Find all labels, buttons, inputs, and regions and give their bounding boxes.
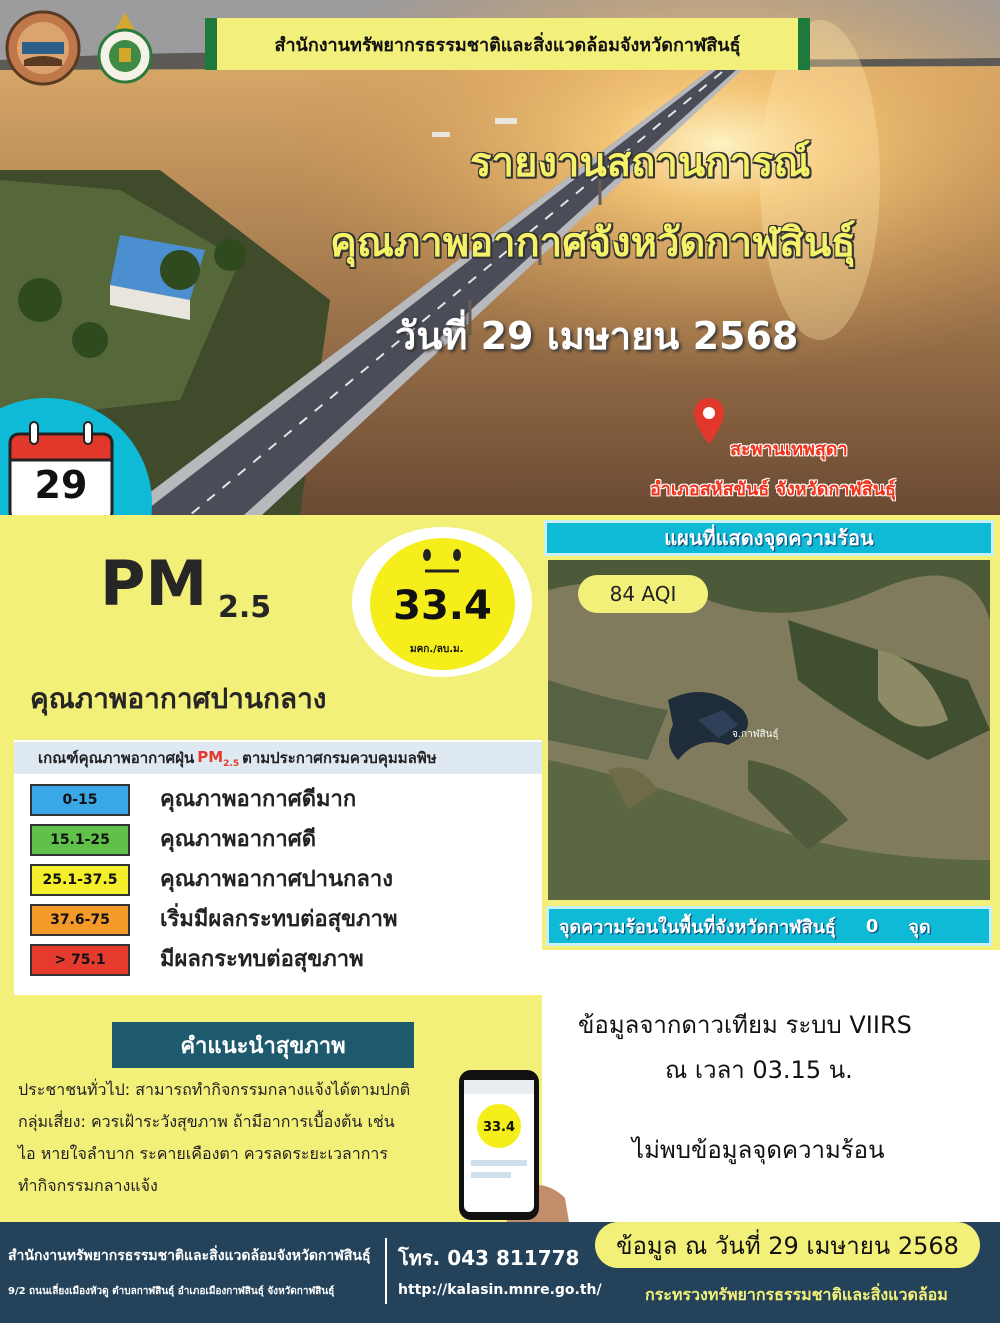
advice-line: ไอ หายใจลำบาก ระคายเคืองตา ควรลดระยะเวลาการ <box>18 1144 388 1163</box>
criteria-range-badge: 37.6-75 <box>30 904 130 936</box>
report-title-line1: รายงานสถานการณ์ <box>470 140 811 186</box>
pm-unit: มคก./ลบ.ม. <box>410 644 464 655</box>
pm-quality-level: คุณภาพอากาศปานกลาง <box>30 682 327 715</box>
criteria-row <box>30 824 530 860</box>
criteria-row <box>30 864 530 900</box>
location-pin-icon <box>692 396 726 446</box>
pm-subscript: 2.5 <box>218 590 272 625</box>
pm-value: 33.4 <box>393 583 492 629</box>
hotspot-label: จุดความร้อนในพื้นที่จังหวัดกาฬสินธุ์ <box>559 916 836 938</box>
location-district: อำเภอสหัสขันธ์ จังหวัดกาฬสินธุ์ <box>650 479 897 500</box>
hotspot-unit: จุด <box>908 916 931 938</box>
smartphone-in-hand-icon <box>445 1068 575 1228</box>
satellite-time: ณ เวลา 03.15 น. <box>665 1056 853 1084</box>
hotspot-map-heading: แผนที่แสดงจุดความร้อน <box>544 520 994 556</box>
ministry-emblem-logo <box>86 8 164 88</box>
footer-address: 9/2 ถนนเลี่ยงเมืองหัวดู ตำบลกาฬสินธุ์ อำเภอเมืองกาฬสินธุ์ จังหวัดกาฬสินธุ์ <box>8 1286 335 1297</box>
criteria-heading <box>14 742 542 774</box>
hotspot-status: ไม่พบข้อมูลจุดความร้อน <box>632 1136 885 1164</box>
face-eyes-icon <box>417 548 467 574</box>
report-title-line2: คุณภาพอากาศจังหวัดกาฬสินธุ์ <box>330 220 856 266</box>
provincial-seal-logo <box>4 8 82 88</box>
criteria-level-text: คุณภาพอากาศปานกลาง <box>160 867 393 892</box>
health-advice-heading: คำแนะนำสุขภาพ <box>112 1022 414 1068</box>
criteria-heading-text: เกณฑ์คุณภาพอากาศฝุ่น <box>38 749 195 767</box>
agency-banner: สำนักงานทรัพยากรธรรมชาติและสิ่งแวดล้อมจังหวัดกาฬสินธุ์ <box>205 18 810 70</box>
footer-website-link[interactable]: http://kalasin.mnre.go.th/ <box>398 1282 602 1298</box>
hotspot-count-bar <box>546 906 992 946</box>
criteria-level-text: มีผลกระทบต่อสุขภาพ <box>160 947 364 972</box>
pm-label: PM <box>100 547 208 620</box>
criteria-range-badge: 15.1-25 <box>30 824 130 856</box>
criteria-level-text: คุณภาพอากาศดีมาก <box>160 787 357 812</box>
satellite-source: ข้อมูลจากดาวเทียม ระบบ VIIRS <box>578 1011 912 1039</box>
footer-phone: โทร. 043 811778 <box>398 1246 580 1270</box>
criteria-heading-source: ตามประกาศกรมควบคุมมลพิษ <box>242 749 437 767</box>
advice-line: กลุ่มเสี่ยง: ควรเฝ้าระวังสุขภาพ ถ้ามีอาการเบื้องต้น เช่น <box>18 1112 395 1131</box>
criteria-range-badge: 25.1-37.5 <box>30 864 130 896</box>
criteria-row <box>30 904 530 940</box>
map-place-label: จ.กาฬสินธุ์ <box>732 729 779 740</box>
criteria-level-text: เริ่มมีผลกระทบต่อสุขภาพ <box>160 907 398 932</box>
footer-ministry: กระทรวงทรัพยากรธรรมชาติและสิ่งแวดล้อม <box>645 1285 948 1304</box>
criteria-range-badge: > 75.1 <box>30 944 130 976</box>
criteria-heading-pm: $PM_{2.5}$ <box>197 747 240 769</box>
footer-office-name: สำนักงานทรัพยากรธรรมชาติและสิ่งแวดล้อมจังหวัดกาฬสินธุ์ <box>8 1248 371 1264</box>
criteria-row <box>30 784 530 820</box>
footer-divider <box>385 1238 387 1304</box>
criteria-level-text: คุณภาพอากาศดี <box>160 827 316 852</box>
calendar-day: 29 <box>34 463 88 507</box>
advice-line: ประชาชนทั่วไป: สามารถทำกิจกรรมกลางแจ้งได้ตามปกติ <box>18 1080 411 1099</box>
advice-line: ทำกิจกรรมกลางแจ้ง <box>18 1176 158 1195</box>
report-date: วันที่ 29 เมษายน 2568 <box>395 314 799 358</box>
criteria-range-badge: 0-15 <box>30 784 130 816</box>
phone-pm-value: 33.4 <box>482 1120 516 1135</box>
data-date-badge: ข้อมูล ณ วันที่ 29 เมษายน 2568 <box>595 1222 980 1268</box>
hotspot-count: 0 <box>865 915 879 937</box>
location-name: สะพานเทพสุดา <box>730 439 848 460</box>
criteria-row <box>30 944 530 980</box>
aqi-badge: 84 AQI <box>578 575 708 613</box>
